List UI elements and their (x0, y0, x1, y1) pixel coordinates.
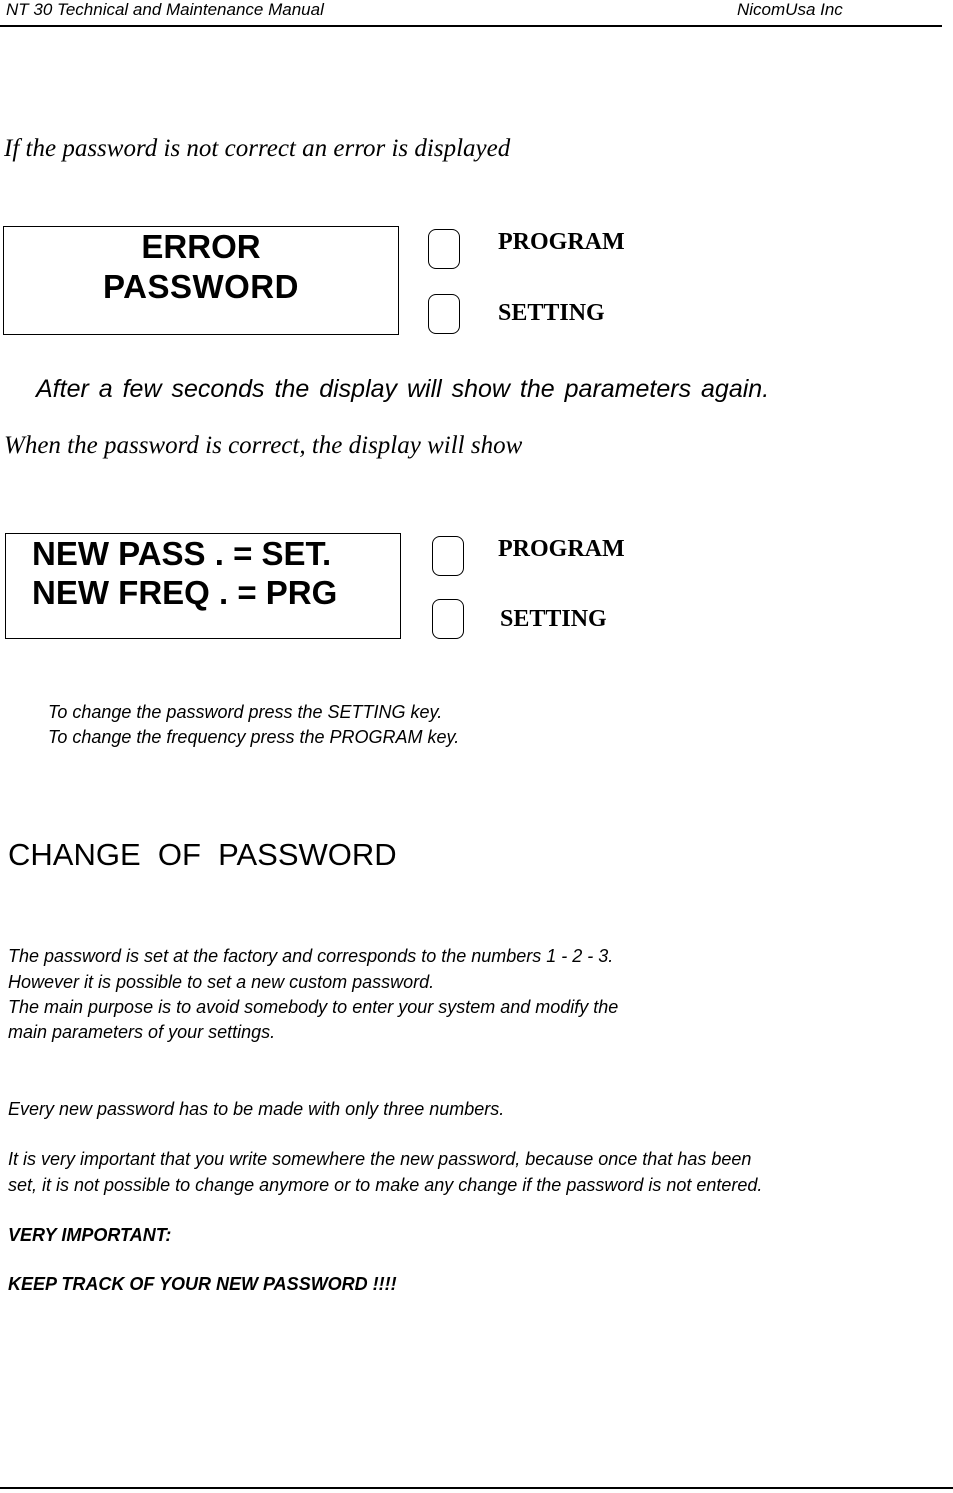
important-text: KEEP TRACK OF YOUR NEW PASSWORD !!!! (8, 1274, 397, 1294)
setting-key[interactable] (428, 294, 460, 334)
paragraph1-line4: main parameters of your settings. (8, 1022, 276, 1042)
setting-key-label: SETTING (498, 300, 605, 326)
setting-key-2-label: SETTING (500, 606, 607, 632)
program-key[interactable] (428, 229, 460, 269)
header-rule (0, 25, 942, 27)
instruction-password: To change the password press the SETTING key. (48, 702, 443, 722)
paragraph1-line3: The main purpose is to avoid somebody to enter your system and modify the (8, 997, 619, 1017)
intro-correct-text: When the password is correct, the display will show (4, 432, 523, 459)
new-freq-line: NEW FREQ . = PRG (32, 574, 338, 611)
instruction-frequency: To change the frequency press the PROGRAM key. (48, 727, 460, 747)
new-settings-display-panel (5, 533, 401, 639)
paragraph3-line2: set, it is not possible to change anymore or to make any change if the password is not entered. (8, 1175, 763, 1195)
setting-key-2[interactable] (432, 599, 464, 639)
program-key-2-label: PROGRAM (498, 536, 625, 562)
paragraph2: Every new password has to be made with only three numbers. (8, 1099, 505, 1119)
error-display-line2: PASSWORD (103, 268, 299, 305)
header-company: NicomUsa Inc (737, 0, 843, 19)
error-display-panel (3, 226, 399, 335)
paragraph1-line1: The password is set at the factory and corresponds to the numbers 1 - 2 - 3. (8, 946, 614, 966)
intro-error-text: If the password is not correct an error is displayed (4, 135, 511, 162)
section-title: CHANGE OF PASSWORD (8, 837, 397, 872)
paragraph1-line2: However it is possible to set a new custom password. (8, 972, 435, 992)
footer-rule (0, 1487, 953, 1489)
program-key-label: PROGRAM (498, 229, 625, 255)
new-pass-line: NEW PASS . = SET. (32, 535, 332, 572)
paragraph3-line1: It is very important that you write somewhere the new password, because once that has been (8, 1149, 752, 1169)
error-display-line1: ERROR (141, 228, 261, 265)
program-key-2[interactable] (432, 536, 464, 576)
important-label: VERY IMPORTANT: (8, 1225, 172, 1245)
after-error-text: After a few seconds the display will show the parameters again. (36, 375, 770, 403)
header-manual-title: NT 30 Technical and Maintenance Manual (6, 0, 324, 19)
